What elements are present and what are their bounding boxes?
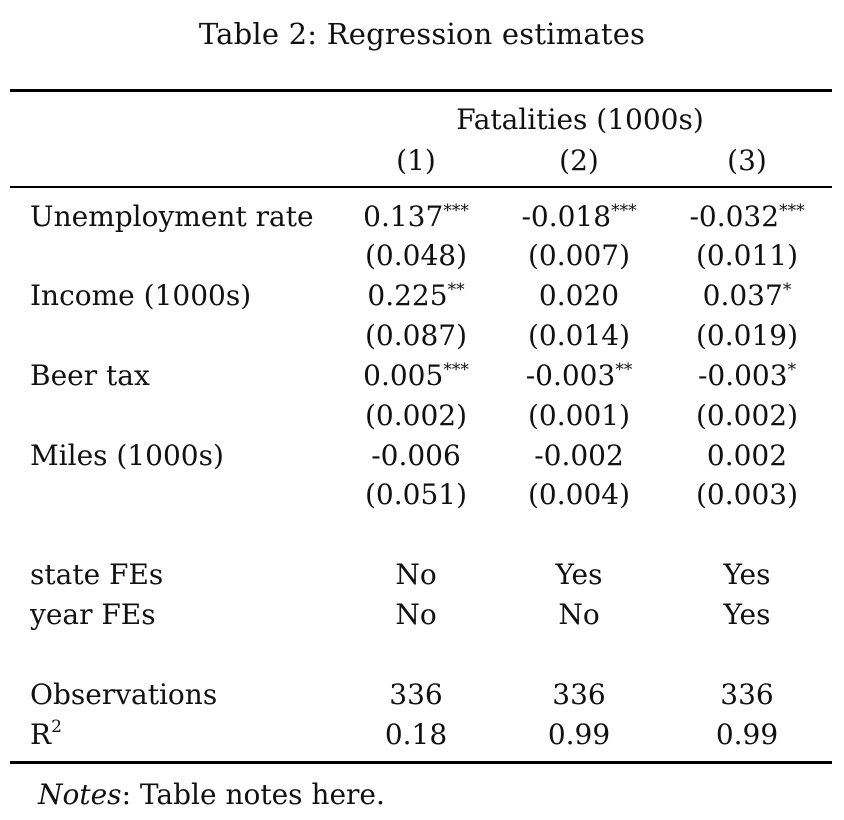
significance-stars: *** (779, 201, 805, 221)
fe-cell: Yes (723, 558, 771, 591)
coef-cell: -0.032*** (689, 200, 805, 233)
se-cell: (0.087) (364, 319, 467, 352)
stat-cell: 336 (720, 678, 774, 711)
stat-cell: 0.99 (715, 718, 779, 751)
se-cell: (0.014) (527, 319, 630, 352)
notes-text: : Table notes here. (121, 778, 385, 811)
se-cell: (0.051) (364, 478, 467, 511)
dependent-variable-header: Fatalities (1000s) (456, 103, 704, 136)
coef-cell: 0.037* (702, 279, 792, 312)
fe-cell: Yes (555, 558, 603, 591)
se-cell: (0.002) (695, 399, 798, 432)
se-cell: (0.019) (695, 319, 798, 352)
significance-stars: *** (443, 201, 469, 221)
fe-cell: No (395, 558, 437, 591)
fe-cell: No (558, 598, 600, 631)
stat-cell: 336 (389, 678, 443, 711)
row-label: year FEs (30, 598, 156, 631)
stat-cell: 0.99 (547, 718, 611, 751)
se-cell: (0.048) (364, 239, 467, 272)
row-label: Observations (30, 678, 218, 711)
row-label: Miles (1000s) (30, 439, 224, 472)
column-header-3: (3) (727, 144, 767, 177)
table-notes (38, 777, 385, 813)
row-label: state FEs (30, 558, 164, 591)
fe-cell: Yes (723, 598, 771, 631)
stat-cell: 336 (552, 678, 606, 711)
se-cell: (0.004) (527, 478, 630, 511)
significance-stars: ** (447, 280, 465, 300)
coef-cell: 0.137*** (363, 200, 469, 233)
row-label: Unemployment rate (30, 200, 314, 233)
significance-stars: ** (615, 360, 633, 380)
table-caption: Table 2: Regression estimates (198, 17, 646, 51)
notes-prefix: Notes (38, 778, 122, 811)
coef-cell: 0.225** (367, 279, 465, 312)
se-cell: (0.007) (527, 239, 630, 272)
superscript: 2 (51, 717, 62, 737)
fe-cell: No (395, 598, 437, 631)
coef-cell: -0.006 (371, 439, 461, 472)
significance-stars: * (787, 360, 797, 380)
stat-cell: 0.18 (384, 718, 448, 751)
row-label: Beer tax (30, 359, 150, 392)
se-cell: (0.001) (527, 399, 630, 432)
se-cell: (0.003) (695, 478, 798, 511)
coef-cell: -0.002 (534, 439, 624, 472)
column-header-1: (1) (396, 144, 436, 177)
mid-rule (10, 186, 832, 188)
se-cell: (0.002) (364, 399, 467, 432)
column-header-2: (2) (559, 144, 599, 177)
row-label: $R^2$ (30, 717, 62, 751)
coef-cell: -0.018*** (521, 200, 637, 233)
row-label: Income (1000s) (30, 279, 252, 312)
coef-cell: -0.003* (697, 359, 797, 392)
se-cell: (0.011) (695, 239, 798, 272)
coef-cell: 0.005*** (363, 359, 469, 392)
coef-cell: 0.002 (706, 439, 788, 472)
significance-stars: * (782, 280, 792, 300)
significance-stars: *** (611, 201, 637, 221)
significance-stars: *** (443, 360, 469, 380)
coef-cell: -0.003** (525, 359, 633, 392)
coef-cell: 0.020 (538, 279, 620, 312)
top-rule (10, 89, 832, 92)
bottom-rule (10, 761, 832, 764)
